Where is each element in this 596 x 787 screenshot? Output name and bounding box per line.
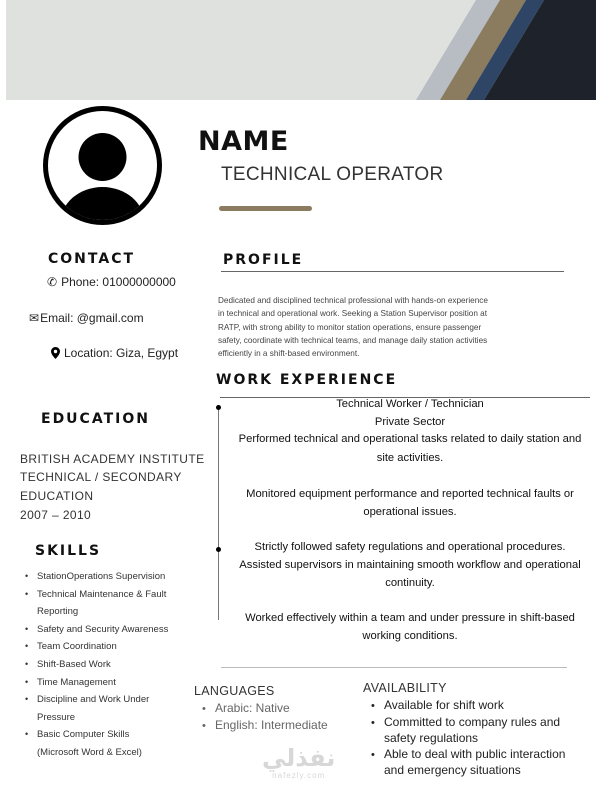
timeline-dot <box>216 405 221 410</box>
person-icon <box>48 111 157 220</box>
availability-text: Committed to company rules and <box>384 715 561 729</box>
location-pin-icon <box>51 347 60 359</box>
skill-item-continuation: (Microsoft Word & Excel) <box>37 746 142 758</box>
work-duty: working conditions. <box>362 630 458 642</box>
contact-heading: CONTACT <box>48 251 136 267</box>
profile-line: Dedicated and disciplined technical professional with hands-on experience <box>218 296 488 305</box>
location-text: Location: Giza, Egypt <box>64 346 179 360</box>
title-underline <box>219 206 312 211</box>
skill-item: • Technical Maintenance & Fault <box>25 586 185 604</box>
skill-item: • Time Management <box>25 674 185 692</box>
skill-item: • Shift-Based Work <box>25 656 185 674</box>
email-text: Email: @gmail.com <box>40 311 144 325</box>
work-duty: Performed technical and operational tasks related to daily station and <box>238 433 582 445</box>
profile-photo-placeholder <box>43 106 162 225</box>
profile-heading: PROFILE <box>223 252 304 268</box>
skills-heading: SKILLS <box>35 543 102 559</box>
work-heading: WORK EXPERIENCE <box>216 372 398 388</box>
profile-line: RATP, with strong ability to monitor station operations, ensure passenger <box>218 322 482 332</box>
watermark-latin: nafezly.com <box>272 771 326 780</box>
phone-icon: ✆ <box>47 275 58 289</box>
skill-item-continuation: Reporting <box>37 606 79 618</box>
contact-location <box>51 346 178 360</box>
skills-list <box>25 568 185 762</box>
availability-item-continuation: and emergency situations <box>384 763 521 777</box>
availability-item: • Committed to company rules and <box>371 715 561 729</box>
languages-heading: LANGUAGES <box>194 684 275 698</box>
education-line: EDUCATION <box>20 489 94 503</box>
work-role: Technical Worker / Technician <box>336 398 484 410</box>
education-years: 2007 – 2010 <box>20 508 92 522</box>
profile-summary <box>218 294 558 360</box>
availability-text: Able to deal with public interaction <box>384 747 566 761</box>
profile-line: in technical and operational work. Seeking a Station Supervisor position at <box>218 309 487 319</box>
skill-item: • Safety and Security Awareness <box>25 621 185 639</box>
watermark-arabic: نفذلي <box>262 744 336 772</box>
skill-item-continuation: Pressure <box>37 711 76 723</box>
availability-heading: AVAILABILITY <box>363 681 447 695</box>
language-item: • English: Intermediate <box>202 718 328 732</box>
availability-item: • Available for shift work <box>371 698 504 712</box>
work-duty: site activities. <box>376 452 444 464</box>
work-duty: continuity. <box>385 577 435 589</box>
language-text: Arabic: Native <box>215 701 290 715</box>
profile-divider <box>221 271 564 272</box>
work-duty: Assisted supervisors in maintaining smooth workflow and operational <box>239 559 581 571</box>
work-duty: Monitored equipment performance and reported technical faults or <box>246 488 574 500</box>
availability-item-continuation: safety regulations <box>384 731 479 745</box>
header-stripes <box>376 0 596 100</box>
contact-phone <box>47 275 176 289</box>
work-duty: Worked effectively within a team and under pressure in shift-based <box>245 612 575 624</box>
language-text: English: Intermediate <box>215 718 328 732</box>
work-employer: Private Sector <box>374 416 446 428</box>
skill-item: • Basic Computer Skills <box>25 726 185 744</box>
skill-item: • StationOperations Supervision <box>25 568 185 586</box>
education-heading: EDUCATION <box>41 411 150 427</box>
envelope-icon: ✉ <box>29 311 40 325</box>
phone-text: Phone: 01000000000 <box>61 275 176 289</box>
contact-email <box>29 311 144 325</box>
availability-text: Available for shift work <box>384 698 504 712</box>
watermark <box>262 745 335 780</box>
job-title: TECHNICAL OPERATOR <box>221 164 444 185</box>
education-line: BRITISH ACADEMY INSTITUTE <box>20 452 205 466</box>
profile-line: efficiently in a shift-based environment. <box>218 349 360 359</box>
header-band <box>6 0 596 100</box>
candidate-name: NAME <box>198 126 289 157</box>
education-line: TECHNICAL / SECONDARY <box>20 470 182 484</box>
work-duty: Strictly followed safety regulations and operational procedures. <box>254 541 566 553</box>
timeline-line <box>218 405 219 620</box>
profile-line: safety, coordinate with technical teams, and manage daily station activities <box>218 335 488 345</box>
language-item: • Arabic: Native <box>202 701 290 715</box>
skill-item: • Team Coordination <box>25 638 185 656</box>
bottom-divider <box>221 667 567 668</box>
skill-item: • Discipline and Work Under <box>25 691 185 709</box>
timeline-dot <box>216 547 221 552</box>
work-duty: operational issues. <box>363 506 457 518</box>
availability-item: • Able to deal with public interaction <box>371 747 566 761</box>
